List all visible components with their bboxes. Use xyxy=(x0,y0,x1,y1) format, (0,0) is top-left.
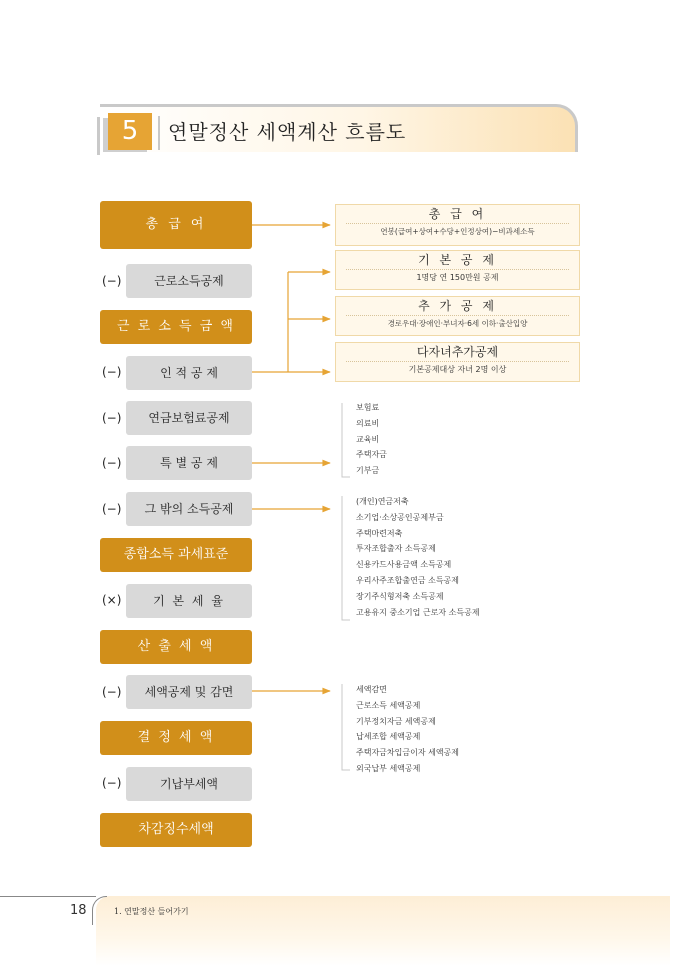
determined-tax-box: 결 정 세 액 xyxy=(100,721,252,755)
minus-sign: (−) xyxy=(102,411,122,425)
prepaid-tax-box: 기납부세액 xyxy=(126,767,252,801)
list-item: 납세조합 세액공제 xyxy=(356,732,421,742)
list-item: 장기주식형저축 소득공제 xyxy=(356,591,444,601)
calculated-tax-box: 산 출 세 액 xyxy=(100,630,252,664)
list-item: 근로소득 세액공제 xyxy=(356,700,421,710)
list-item: 기부정치자금 세액공제 xyxy=(356,716,436,726)
list-item: 소기업·소상공인공제부금 xyxy=(356,512,444,522)
detail-title: 다자녀추가공제 xyxy=(416,345,499,359)
list-item: 외국납부 세액공제 xyxy=(356,763,421,773)
minus-sign: (−) xyxy=(102,685,122,699)
detail-title: 총 급 여 xyxy=(428,207,487,221)
minus-sign: (−) xyxy=(102,365,122,379)
basic-deduction-detail xyxy=(335,250,580,290)
list-item: (개인)연금저축 xyxy=(356,497,409,506)
detail-subtitle: 1명당 연 150만원 공제 xyxy=(416,273,499,282)
other-income-deduction-box: 그 밖의 소득공제 xyxy=(126,492,252,526)
detail-subtitle: 경로우대·장애인·부녀자·6세 이하·출산입양 xyxy=(387,319,528,328)
taxable-base-box: 종합소득 과세표준 xyxy=(100,538,252,572)
detail-subtitle: 연봉(급여+상여+수당+인정상여)−비과세소득 xyxy=(380,227,535,236)
tax-credit-box: 세액공제 및 감면 xyxy=(126,675,252,709)
list-item: 고용유지 중소기업 근로자 소득공제 xyxy=(356,607,480,617)
multiply-sign: (×) xyxy=(102,593,122,607)
earned-income-deduction-box: 근로소득공제 xyxy=(126,264,252,298)
list-item: 보험료 xyxy=(356,403,380,412)
list-item: 신용카드사용금액 소득공제 xyxy=(356,560,452,570)
pension-insurance-deduction-box: 연금보험료공제 xyxy=(126,401,252,435)
section-number: 5 xyxy=(108,113,152,150)
special-deduction-list xyxy=(356,400,387,479)
special-deduction-box: 특 별 공 제 xyxy=(126,446,252,480)
list-item: 의료비 xyxy=(356,418,380,428)
list-item: 우리사주조합출연금 소득공제 xyxy=(356,575,460,585)
detail-title: 기 본 공 제 xyxy=(418,253,497,267)
gross-salary-detail xyxy=(335,204,580,246)
detail-title: 추 가 공 제 xyxy=(418,299,497,313)
detail-subtitle: 기본공제대상 자녀 2명 이상 xyxy=(408,365,507,374)
list-item: 주택마련저축 xyxy=(356,528,403,538)
list-item: 세액감면 xyxy=(356,685,387,694)
additional-deduction-detail xyxy=(335,296,580,336)
final-tax-box: 차감징수세액 xyxy=(100,813,252,847)
list-item: 주택자금차입금이자 세액공제 xyxy=(356,748,460,758)
list-item: 기부금 xyxy=(356,466,380,476)
minus-sign: (−) xyxy=(102,274,122,288)
tax-credit-list xyxy=(356,682,459,777)
list-item: 투자조합출자 소득공제 xyxy=(356,544,436,554)
earned-income-amount-box: 근 로 소 득 금 액 xyxy=(100,310,252,344)
footer-rule xyxy=(0,896,96,897)
multi-child-deduction-detail xyxy=(335,342,580,382)
minus-sign: (−) xyxy=(102,502,122,516)
list-item: 교육비 xyxy=(356,434,380,444)
list-item: 주택자금 xyxy=(356,450,387,460)
minus-sign: (−) xyxy=(102,456,122,470)
page-number: 18 xyxy=(70,903,87,918)
basic-tax-rate-box: 기 본 세 율 xyxy=(126,584,252,618)
gross-salary-box: 총 급 여 xyxy=(100,201,252,249)
chapter-title: 1. 연말정산 들어가기 xyxy=(114,907,189,916)
other-deduction-list xyxy=(356,494,480,620)
footer-curve xyxy=(92,896,107,925)
personal-deduction-box: 인 적 공 제 xyxy=(126,356,252,390)
page-title: 연말정산 세액계산 흐름도 xyxy=(168,120,407,144)
minus-sign: (−) xyxy=(102,776,122,790)
